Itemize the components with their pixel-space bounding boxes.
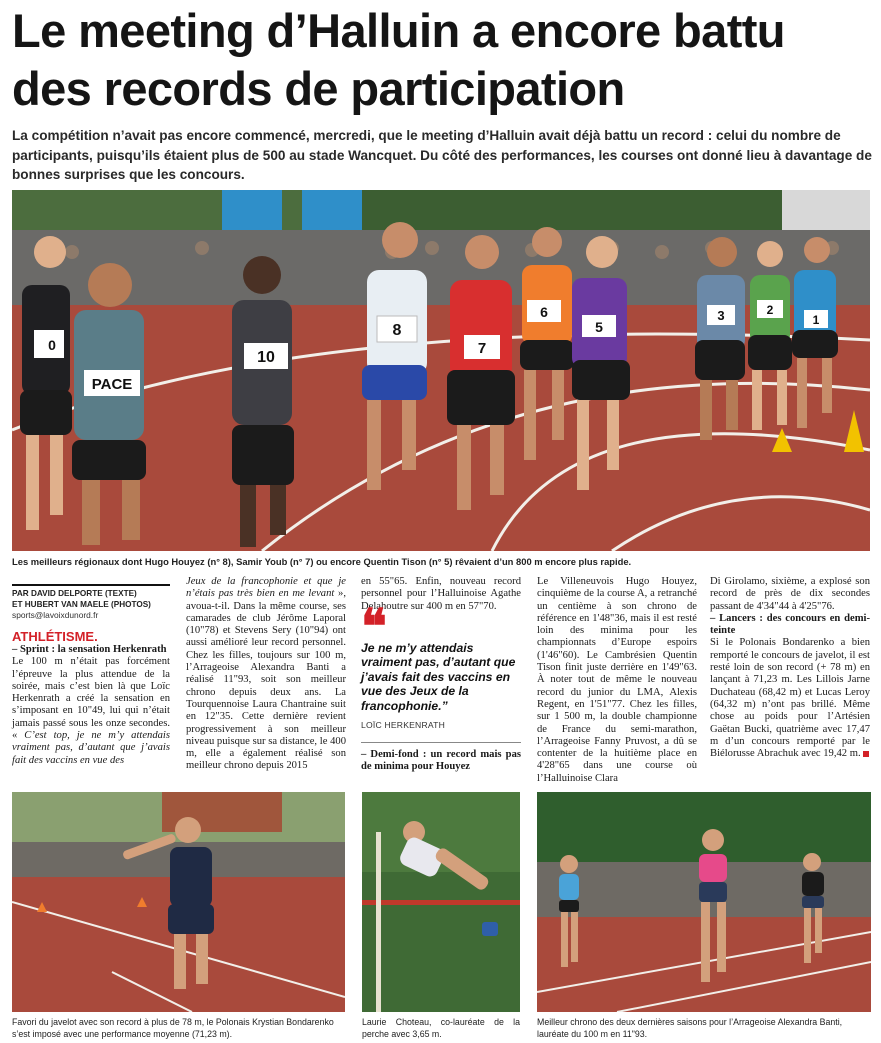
bib-5: 5 xyxy=(595,319,603,335)
main-photo xyxy=(12,190,870,551)
column-1 xyxy=(12,576,170,767)
col5-body-1: Di Girolamo, sixième, a explosé son record de près de dix secondes passant de 4'34"44 à 4'25"76. xyxy=(710,576,870,612)
pull-quote xyxy=(361,600,521,743)
bib-8: 8 xyxy=(392,322,402,339)
headline xyxy=(12,2,872,118)
bib-10: 10 xyxy=(257,349,275,366)
col2-paragraph xyxy=(186,576,346,773)
runners-illustration xyxy=(12,190,870,551)
section-heading: ATHLÉTISME. xyxy=(12,629,98,644)
photo-sprint xyxy=(537,792,871,1012)
bib-7: 7 xyxy=(477,340,487,357)
byline-text: PAR DAVID DELPORTE (TEXTE) xyxy=(12,589,137,598)
bib-6: 6 xyxy=(540,304,548,320)
subhead-lancers: – Lancers : des concours en demi-teinte xyxy=(710,612,870,637)
photo-sprint-caption: Meilleur chrono des deux dernières saisons pour l’Arrageoise Alexandra Banti, lauréate du 100 m en 11"93. xyxy=(537,1017,843,1039)
column-4 xyxy=(537,576,697,785)
column-2 xyxy=(186,576,346,773)
column-3 xyxy=(361,576,521,773)
photo-pole-vault-caption: Laurie Choteau, co-lauréate de la perche avec 3,65 m. xyxy=(362,1017,520,1039)
subhead-sprint: – Sprint : la sensation Herkenrath xyxy=(12,644,167,655)
column-5 xyxy=(710,576,870,760)
bib-0: 0 xyxy=(48,337,56,353)
col1-quote: C’est top, je ne m’y attendais vraiment pas, d’autant que j’avais fait des vaccins en vue des xyxy=(12,730,170,766)
byline-rule xyxy=(12,584,170,586)
col5-body-2: Si le Polonais Bondarenko a bien remporté le concours de javelot, il est resté loin de son record (+ 78 m) en lançant à 71,23 m. Les Lillois Jarne Duchateau (68,42 m) et Lucas Leroy (64,32 m) n’ont pas brillé. Même chose au poids pour l’Artésien Gaëtan Bucki, quatrième avec 17,47 m d’un concours remporté par le Biélorusse Abrachuk avec 19,42 m. xyxy=(710,637,870,760)
lead-paragraph: La compétition n’avait pas encore commencé, mercredi, que le meeting d’Halluin avait déjà battu un record : celui du nombre de participants, puisqu’ils étaient plus de 500 au stade Wancquet. Du côté des performances, les courses ont donné lieu à davantage de bonnes surprises que les concours. xyxy=(12,128,872,182)
photo-javelin xyxy=(12,792,345,1012)
pole-vault-illustration xyxy=(362,792,520,1012)
quote-rule xyxy=(361,742,521,743)
col2-body: », avoua-t-il. Dans la même course, ses camarades de club Jérôme Laporal (10"78) et Stevens Sery (10"94) ont aussi amélioré leur record personnel. Chez les filles, toujours sur 100 m, l’Arrageoise Alexandra Banti a réalisé 11"93, soit son meilleur chrono depuis deux ans. La Tourquennoise Laura Chantraine suit en 12"35. Cette dernière revient progressivement à son meilleur niveau puisque sur sa distance, le 400 m, elle a également réalisé son meilleur chrono depuis 2015 xyxy=(186,588,347,772)
byline-photo: ET HUBERT VAN MAELE (PHOTOS) xyxy=(12,600,151,609)
main-photo-caption: Les meilleurs régionaux dont Hugo Houyez (n° 8), Samir Youb (n° 7) ou encore Quentin Tison (n° 5) rêvaient d’un 800 m encore plus rapide. xyxy=(12,556,632,567)
col3-body: en 55"65. Enfin, nouveau record personnel pour l’Halluinoise Agathe Delahoutre sur 400 m en 57"70. xyxy=(361,576,521,612)
col5-paragraph xyxy=(710,637,870,760)
pull-quote-author: LOÏC HERKENRATH xyxy=(361,720,446,731)
byline-email-link[interactable]: sports@lavoixdunord.fr xyxy=(12,610,99,620)
photo-javelin-caption: Favori du javelot avec son record à plus de 78 m, le Polonais Krystian Bondarenko s’est imposé avec une performance moyenne (71,23 m). xyxy=(12,1017,334,1039)
col1-paragraph xyxy=(12,644,170,767)
headline-line-1: Le meeting d’Halluin a encore battu xyxy=(12,4,785,57)
bib-1: 1 xyxy=(812,313,820,327)
col1-body: Le 100 m n’était pas forcément l’épreuve la plus attendue de la soirée, mais c’est bien là que Loïc Herkenrath a créé la sensation en s’imposant en 10"49, lui qui n’était jamais passé sous les onze secondes. « xyxy=(12,656,170,742)
col4-body: Le Villeneuvois Hugo Houyez, cinquième de la course A, a retranché un centième à son chrono de référence en 1'48"36, mais il est resté loin des minima pour les championnats d’Europe espoirs (1'46"60). Le Cambrésien Quentin Tison finit juste derrière en 1'49"63. À noter tout de même le nouveau record du junior du LMA, Alexis Regent, en 1'51"77. Chez les filles, sur 1 500 m, la double championne de France du semi-marathon, l’Arrageoise Fanny Pruvost, a dû se contenter de la huitième place en 4'28"65 dans une course où l’Halluinoise Clara xyxy=(537,576,697,784)
pull-quote-text: Je ne m’y attendais vraiment pas, d’autant que j’avais fait des vaccins en vue des Jeux de la francophonie.” xyxy=(361,640,516,713)
headline-line-2: des records de participation xyxy=(12,62,625,115)
subhead-demi-fond: – Demi-fond : un record mais pas de minima pour Houyez xyxy=(361,748,521,772)
bib-2: 2 xyxy=(766,303,774,317)
quote-mark-icon: ❝ xyxy=(361,600,387,654)
end-mark-icon xyxy=(863,751,869,757)
javelin-illustration xyxy=(12,792,345,1012)
photo-pole-vault xyxy=(362,792,520,1012)
col2-quote: Jeux de la francophonie et que je n’étais pas très bien en me levant xyxy=(186,576,346,600)
sprint-illustration xyxy=(537,792,871,1012)
bib-3: 3 xyxy=(717,308,725,323)
bib-pace: PACE xyxy=(91,376,133,393)
